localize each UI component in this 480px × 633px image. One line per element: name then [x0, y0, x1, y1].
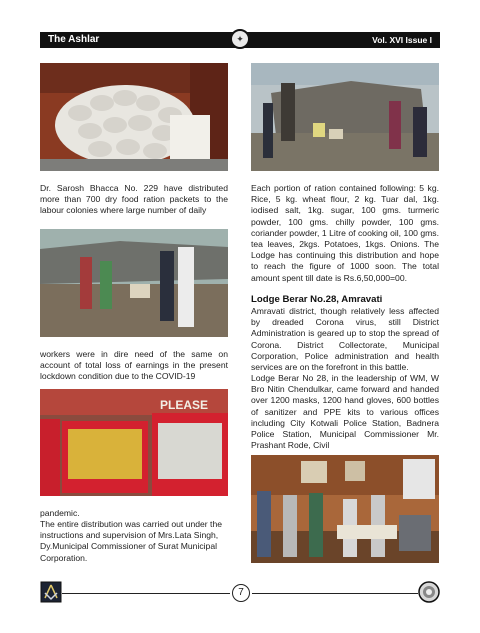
photo-office-handover	[251, 455, 439, 563]
magazine-title: The Ashlar	[48, 34, 100, 45]
right-paragraph-amravati: Amravati district, though relatively less affected by dreaded Corona virus, still District Administration is geared up to stop the spread of Corona. District Collectorate, Municipal Corporation, Police administration and health services are on the forefront in this battle.	[251, 306, 439, 373]
right-paragraph-donations: Lodge Berar No 28, in the leadership of WM, W Bro Nitin Chendulkar, came forward and handed over 1200 masks, 1200 hand gloves, 600 bottles of sanitizer and PPE kits to various offices including City Kotwali Police Station, Badnera Police Station, Municipal Commissioner Mr. Prashant Rode, Civil	[251, 373, 439, 451]
please-sign-text: PLEASE	[160, 398, 209, 412]
issue-label: Vol. XVI Issue I	[372, 35, 432, 45]
left-paragraph-workers: workers were in dire need of the same on account of total loss of earnings in the present lockdown condition due to the COVID-19	[40, 349, 228, 382]
left-paragraph-intro: Dr. Sarosh Bhacca No. 229 have distributed more than 700 dry food ration packets to the labour colonies where large number of daily	[40, 183, 228, 216]
footer-rule-left	[62, 593, 230, 594]
right-paragraph-ration-contents: Each portion of ration contained following: 5 kg. Rice, 5 kg. wheat flour, 2 kg. Tuar dal, 1kg. iodised salt, 1kg. sugar, 100 gms. turmeric powder, 100 gms. chilly powder, 100 gms. coriander powder, 1 Litre of cooking oil, 100 gms. tea leaves, 2kgs. Potatoes, 1kgs. Onions. The Lodge has continuing this distribution and hope to reach the figure of 1000 soon. The total amount spent till date is Rs.6,50,000=00.	[251, 183, 439, 283]
left-paragraph-pandemic: pandemic.	[40, 508, 80, 518]
masonic-emblem-icon: ✦	[230, 29, 250, 49]
section-heading-lodge-berar: Lodge Berar No.28, Amravati	[251, 294, 383, 305]
photo-ration-sacks	[40, 63, 228, 171]
page-number: 7	[232, 584, 250, 602]
left-paragraph-supervision: The entire distribution was carried out under the instructions and supervision of Mrs.Lata Singh, Dy.Municipal Commissioner of Surat Municipal Corporation.	[40, 519, 223, 563]
footer-rule-right	[252, 593, 418, 594]
photo-group-with-packets	[40, 229, 228, 337]
square-compass-icon	[40, 581, 62, 603]
photo-red-crates	[40, 389, 228, 496]
photo-outdoor-distribution	[251, 63, 439, 171]
lodge-seal-icon	[418, 581, 440, 603]
